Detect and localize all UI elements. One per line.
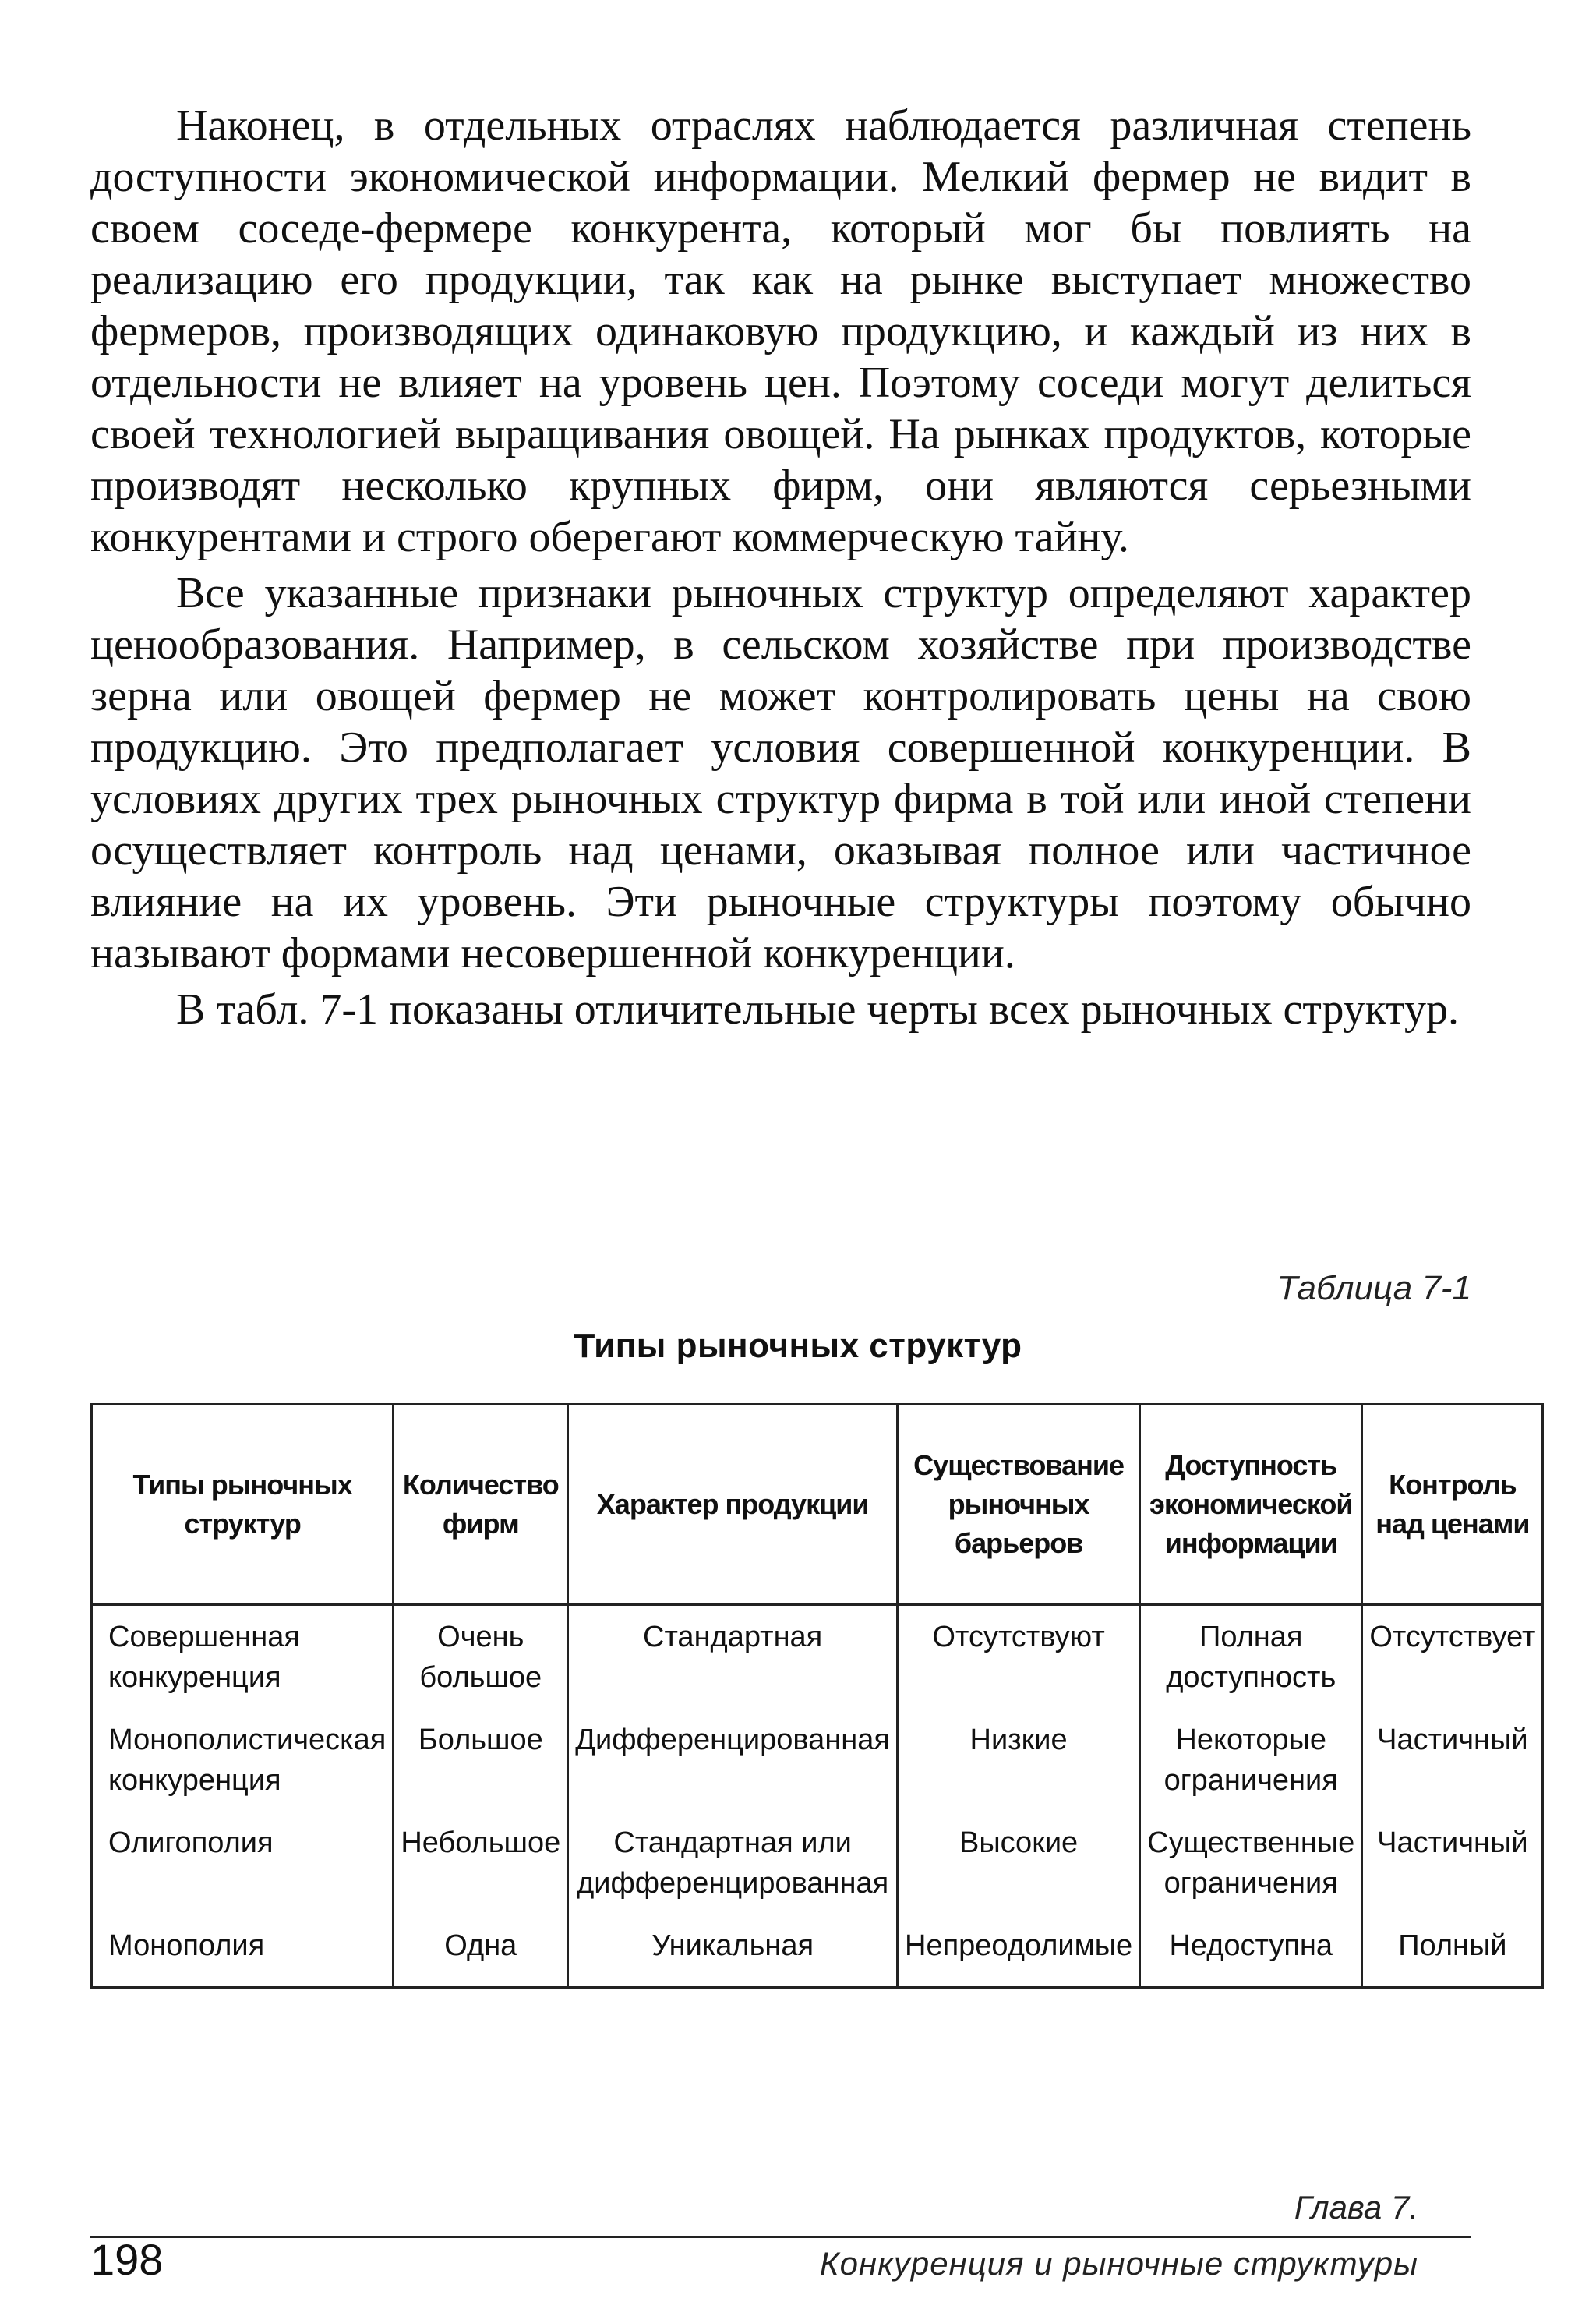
- table-row: [92, 1605, 1543, 1710]
- table-row: [92, 1812, 1543, 1915]
- table-cell: Одна: [394, 1915, 568, 1988]
- body-text: [90, 100, 1471, 1040]
- market-structures-table: [90, 1403, 1544, 1989]
- table-cell: Частичный: [1362, 1812, 1543, 1915]
- table-cell: Уникальная: [568, 1915, 898, 1988]
- table-row: [92, 1709, 1543, 1812]
- table-cell: Полный: [1362, 1915, 1543, 1988]
- paragraph-2: Все указанные признаки рыночных структур определяют характер ценообразования. Например, в сельском хозяйстве при производстве зерна или овощей фермер не может контролировать цены на свою продукцию. Это предполагает условия совершенной конкуренции. В условиях других трех рыночных структур фирма в той или иной степени осуществляет контроль над ценами, оказывая полное или частичное влияние на их уровень. Эти рыночные структуры поэтому обычно называют формами несовершенной конкуренции.: [90, 569, 1471, 978]
- table-cell: Отсутствуют: [898, 1605, 1140, 1710]
- table-cell: Частичный: [1362, 1709, 1543, 1812]
- table-cell: Непреодолимые: [898, 1915, 1140, 1988]
- table-cell: Низкие: [898, 1709, 1140, 1812]
- table-cell: Большое: [394, 1709, 568, 1812]
- header-firm-count: Количество фирм: [394, 1405, 568, 1605]
- table-cell: Стандартная: [568, 1605, 898, 1710]
- table-cell: Монополия: [92, 1915, 394, 1988]
- page-number: 198: [90, 2235, 164, 2284]
- chapter-label: Глава 7.: [1294, 2189, 1418, 2226]
- table-cell: Недоступна: [1140, 1915, 1362, 1988]
- table-cell: Отсутствует: [1362, 1605, 1543, 1710]
- table-header-row: [92, 1405, 1543, 1605]
- header-info-access: Доступность экономической информации: [1140, 1405, 1362, 1605]
- footer-divider: [90, 2236, 1471, 2238]
- table-cell: Совершенная конкуренция: [92, 1605, 394, 1710]
- table-cell: Монополистическая конкуренция: [92, 1709, 394, 1812]
- table-cell: Дифференцированная: [568, 1709, 898, 1812]
- paragraph-3: В табл. 7-1 показаны отличительные черты всех рыночных структур.: [176, 985, 1459, 1034]
- header-price-control: Контроль над ценами: [1362, 1405, 1543, 1605]
- table-cell: Стандартная или дифференцированная: [568, 1812, 898, 1915]
- table-row: [92, 1915, 1543, 1988]
- table-cell: Очень большое: [394, 1605, 568, 1710]
- running-title: Конкуренция и рыночные структуры: [819, 2245, 1418, 2282]
- table-cell: Высокие: [898, 1812, 1140, 1915]
- table-cell: Олигополия: [92, 1812, 394, 1915]
- header-entry-barriers: Существование рыночных барьеров: [898, 1405, 1140, 1605]
- table-cell: Некоторые ограничения: [1140, 1709, 1362, 1812]
- table-title: Типы рыночных структур: [574, 1327, 1022, 1365]
- table-cell: Существенные ограничения: [1140, 1812, 1362, 1915]
- header-market-type: Типы рыночных структур: [92, 1405, 394, 1605]
- header-product-type: Характер продукции: [568, 1405, 898, 1605]
- table-cell: Небольшое: [394, 1812, 568, 1915]
- table-cell: Полная доступность: [1140, 1605, 1362, 1710]
- paragraph-1: Наконец, в отдельных отраслях наблюдается различная степень доступности экономической информации. Мелкий фермер не видит в своем соседе-фермере конкурента, который мог бы повлиять на реализацию его продукции, так как на рынке выступает множество фермеров, производящих одинаковую продукцию, и каждый из них в отдельности не влияет на уровень цен. Поэтому соседи могут делиться своей технологией выращивания овощей. На рынках продуктов, которые производят несколько крупных фирм, они являются серьезными конкурентами и строго оберегают коммерческую тайну.: [90, 101, 1471, 561]
- table-label: Таблица 7-1: [1276, 1269, 1471, 1307]
